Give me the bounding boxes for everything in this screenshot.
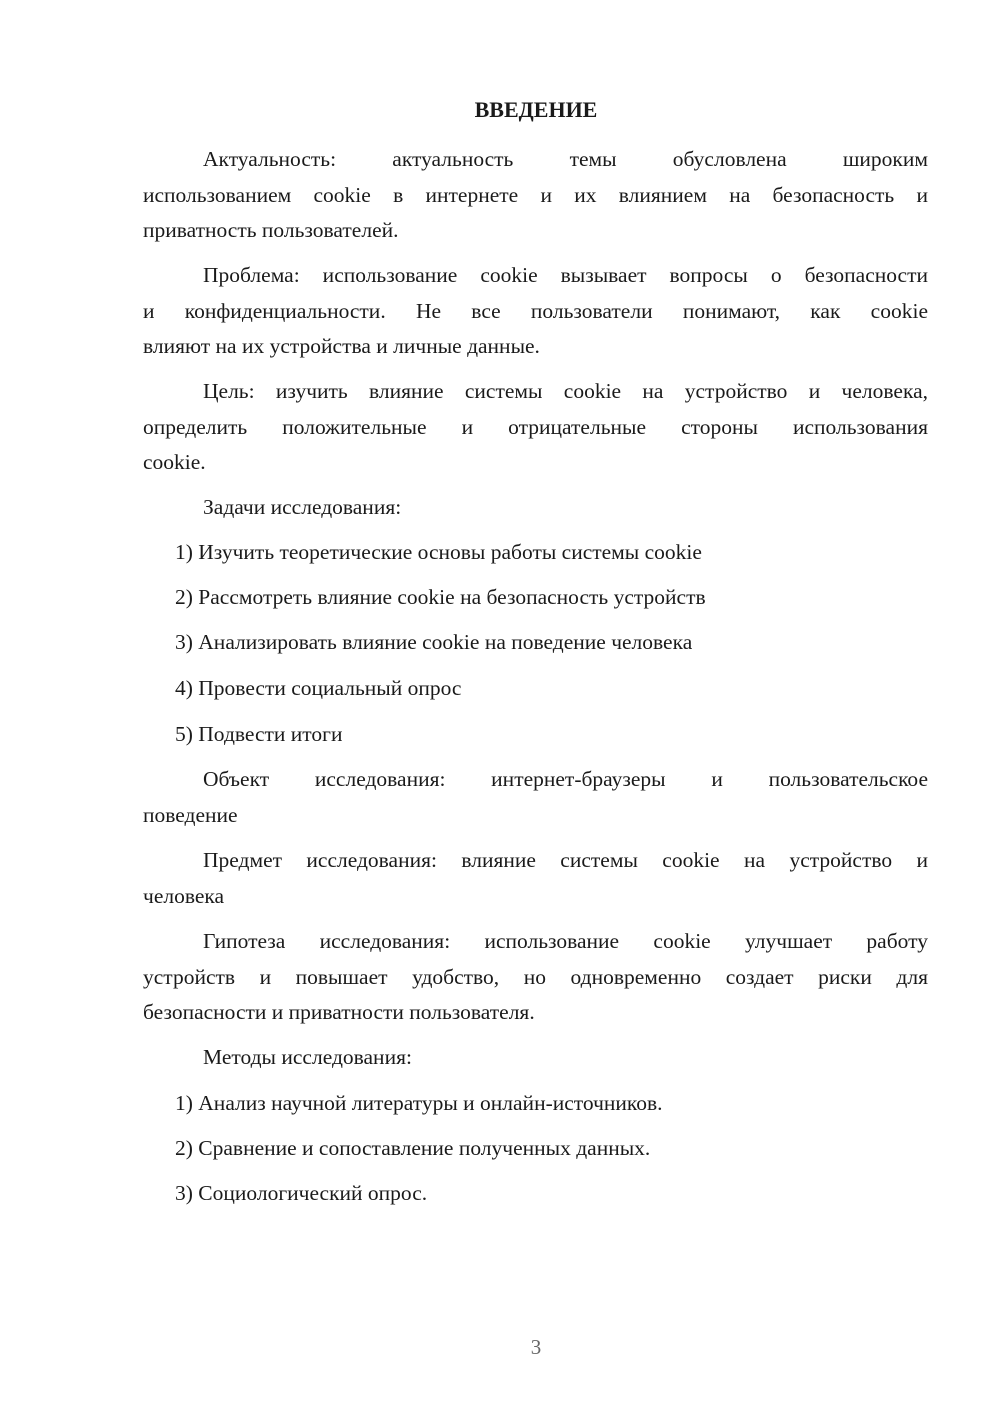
paragraph-line: человека (143, 883, 225, 908)
page-number: 3 (530, 1335, 542, 1359)
paragraph-goal (143, 374, 928, 481)
paragraph-line: Объект исследования: интернет-браузеры и пользовательское (203, 767, 928, 791)
paragraph-line: использованием cookie в интернете и их влиянием на безопасность и (143, 182, 928, 207)
methods-title: Методы исследования: (203, 1045, 412, 1069)
paragraph-object (143, 762, 928, 833)
paragraph-line: безопасности и приватности пользователя. (143, 1000, 535, 1024)
list-item: 2) Рассмотреть влияние cookie на безопасность устройств (175, 585, 706, 609)
tasks-title: Задачи исследования: (203, 495, 402, 519)
paragraph-line: cookie. (143, 450, 206, 474)
list-item: 3) Социологический опрос. (175, 1181, 428, 1205)
paragraph-line: приватность пользователей. (143, 218, 399, 242)
paragraph-line: поведение (143, 802, 238, 827)
paragraph-line: Актуальность: актуальность темы обусловлена широким (203, 147, 928, 171)
paragraph-line: Цель: изучить влияние системы cookie на устройство и человека, (203, 379, 928, 403)
list-item: 1) Анализ научной литературы и онлайн-источников. (175, 1091, 663, 1115)
paragraph-line: Предмет исследования: влияние системы cookie на устройство и (203, 848, 928, 872)
list-item: 3) Анализировать влияние cookie на поведение человека (175, 630, 693, 654)
page-title: ВВЕДЕНИЕ (474, 97, 598, 122)
paragraph-line: устройств и повышает удобство, но одновременно создает риски для (143, 964, 928, 989)
paragraph-subject (143, 843, 928, 914)
paragraph-line: влияют на их устройства и личные данные. (143, 334, 540, 358)
paragraph-line: Проблема: использование cookie вызывает вопросы о безопасности (203, 263, 928, 287)
list-item: 5) Подвести итоги (175, 722, 343, 746)
list-item: 1) Изучить теоретические основы работы системы cookie (175, 540, 702, 564)
list-item: 2) Сравнение и сопоставление полученных данных. (175, 1136, 651, 1160)
paragraph-relevance (143, 142, 928, 249)
list-item: 4) Провести социальный опрос (175, 676, 462, 700)
paragraph-hypothesis (143, 924, 928, 1031)
paragraph-line: Гипотеза исследования: использование cookie улучшает работу (203, 929, 928, 953)
paragraph-line: и конфиденциальности. Не все пользователи понимают, как cookie (143, 298, 928, 323)
paragraph-problem (143, 258, 928, 365)
paragraph-line: определить положительные и отрицательные стороны использования (143, 414, 928, 439)
